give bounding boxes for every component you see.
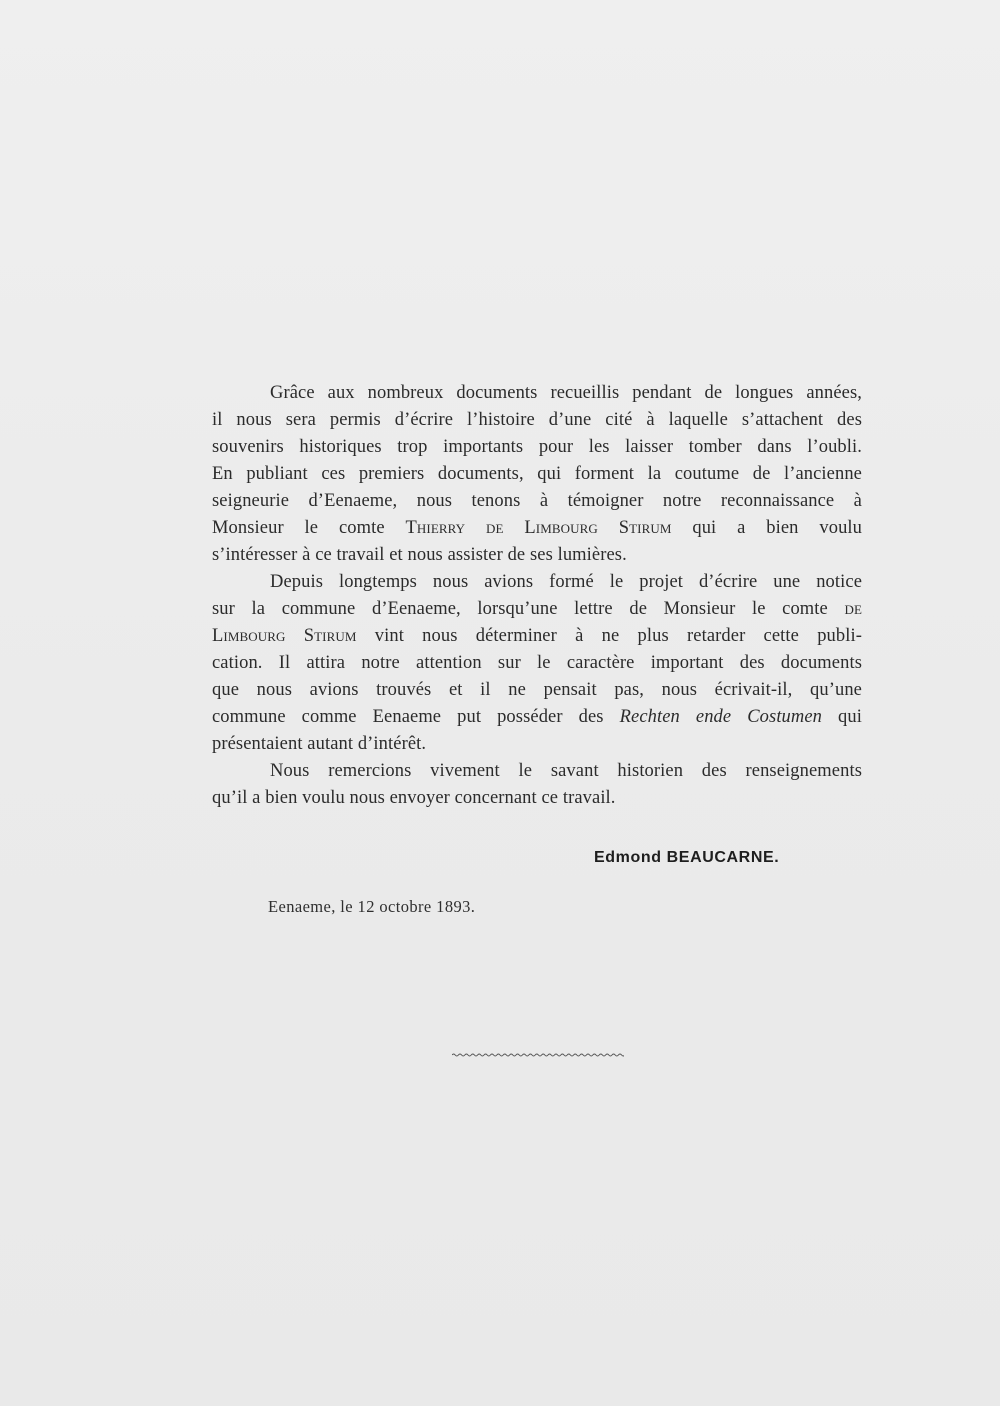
- text-line: Nous remercions vivement le savant historien des renseignements: [270, 761, 862, 781]
- person-name: Thierry de Limbourg Stirum: [405, 518, 672, 538]
- text-line: [212, 515, 862, 542]
- text-line: s’intéresser à ce travail et nous assister de ses lumières.: [212, 545, 627, 565]
- text-run: Monsieur le comte: [212, 518, 406, 538]
- text-line: [212, 704, 862, 731]
- text-line: souvenirs historiques trop importants pour les laisser tomber dans l’oubli.: [212, 437, 862, 457]
- text-line: [212, 623, 862, 650]
- person-name: de: [844, 599, 862, 619]
- text-line: Depuis longtemps nous avions formé le projet d’écrire une notice: [270, 572, 862, 592]
- preface-text: [212, 380, 862, 812]
- text-line: Grâce aux nombreux documents recueillis pendant de longues années,: [270, 383, 862, 403]
- text-line: [212, 596, 862, 623]
- text-line: il nous sera permis d’écrire l’histoire d’une cité à laquelle s’attachent des: [212, 410, 862, 430]
- wavy-rule-ornament: [452, 1050, 624, 1060]
- text-line: qu’il a bien voulu nous envoyer concernant ce travail.: [212, 788, 616, 808]
- text-run: sur la commune d’Eenaeme, lorsqu’une lettre de Monsieur le comte: [212, 599, 845, 619]
- place-date: Eenaeme, le 12 octobre 1893.: [268, 897, 476, 916]
- text-run: vint nous déterminer à ne plus retarder cette publi-: [356, 626, 862, 646]
- text-run: qui a bien voulu: [671, 518, 863, 538]
- text-line: En publiant ces premiers documents, qui forment la coutume de l’ancienne: [212, 464, 862, 484]
- text-line: présentaient autant d’intérêt.: [212, 734, 427, 754]
- italic-title: Rechten ende Costumen: [619, 707, 823, 727]
- text-run: commune comme Eenaeme put posséder des: [212, 707, 620, 727]
- text-line: que nous avions trouvés et il ne pensait pas, nous écrivait-il, qu’une: [212, 680, 862, 700]
- text-line: cation. Il attira notre attention sur le caractère important des documents: [212, 653, 862, 673]
- person-name: Limbourg Stirum: [212, 626, 357, 646]
- signature: Edmond BEAUCARNE.: [594, 849, 780, 866]
- text-run: qui: [822, 707, 862, 727]
- text-line: seigneurie d’Eenaeme, nous tenons à témoigner notre reconnaissance à: [212, 491, 862, 511]
